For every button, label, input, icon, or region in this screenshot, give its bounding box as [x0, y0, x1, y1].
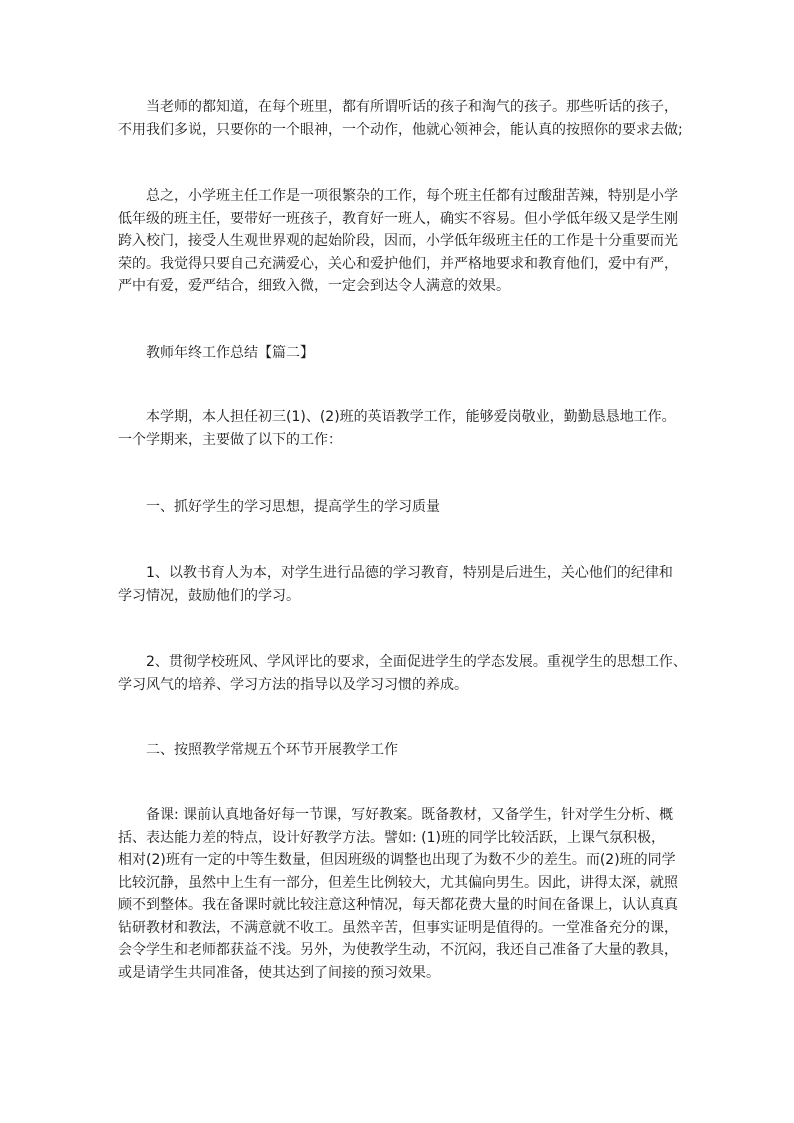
text-line: 荣的。我觉得只要自己充满爱心，关心和爱护他们，并严格地要求和教育他们，爱中有严，: [118, 255, 678, 272]
text-line: 本学期，本人担任初三(1)、(2)班的英语教学工作，能够爱岗敬业，勤勤恳恳地工作。: [146, 409, 676, 425]
paragraph-semester: [118, 406, 688, 451]
text-line: 括、表达能力差的特点，设计好教学方法。譬如: (1)班的同学比较活跃，上课气氛积极，: [118, 829, 665, 846]
paragraph-lesson-prep: [118, 804, 688, 984]
text-line: 比较沉静，虽然中上生有一部分，但差生比例较大，尤其偏向男生。因此，讲得太深，就照: [118, 874, 678, 891]
text-line: 总之，小学班主任工作是一项很繁杂的工作，每个班主任都有过酸甜苦辣，特别是小学: [146, 188, 678, 204]
text-line: 不用我们多说，只要你的一个眼神，一个动作，他就心领神会，能认真的按照你的要求去做;: [118, 121, 683, 138]
text-line: 学习风气的培养、学习方法的指导以及学习习惯的养成。: [118, 676, 468, 693]
text-line: 或是请学生共同准备，使其达到了间接的预习效果。: [118, 964, 440, 981]
text-line: 一个学期来，主要做了以下的工作：: [118, 431, 342, 448]
text-line: 相对(2)班有一定的中等生数量，但因班级的调整也出现了为数不少的差生。而(2)班的同学: [118, 852, 676, 868]
text-line: 学习情况，鼓励他们的学习。: [118, 587, 300, 604]
text-line: 钻研教材和教法，不满意就不收工。虽然辛苦，但事实证明是值得的。一堂准备充分的课，: [118, 919, 678, 936]
text-line: 低年级的班主任，要带好一班孩子，教育好一班人，确实不容易。但小学低年级又是学生刚: [118, 210, 678, 227]
paragraph-item-1: [118, 562, 688, 607]
text-line: 备课: 课前认真地备好每一节课，写好教案。既备教材，又备学生，针对学生分析、概: [146, 807, 674, 823]
text-line: 严中有爱，爱严结合，细致入微，一定会到达令人满意的效果。: [118, 278, 510, 294]
paragraph-intro: [118, 96, 688, 141]
paragraph-item-2: [118, 651, 688, 696]
text-line: 跨入校门，接受人生观世界观的起始阶段，因而，小学低年级班主任的工作是十分重要而光: [118, 233, 678, 249]
text-line: 会令学生和老师都获益不浅。另外，为使教学生动，不沉闷，我还自己准备了大量的教具，: [118, 942, 678, 958]
text-line: 2、贯彻学校班风、学风评比的要求，全面促进学生的学态发展。重视学生的思想工作、: [146, 654, 687, 670]
text-line: 当老师的都知道，在每个班里，都有所谓听话的孩子和淘气的孩子。那些听话的孩子，: [146, 99, 678, 115]
text-line: 1、以教书育人为本，对学生进行品德的学习教育，特别是后进生，关心他们的纪律和: [146, 565, 673, 581]
section-heading-1: 一、抓好学生的学习思想，提高学生的学习质量: [146, 499, 440, 515]
text-line: 顾不到整体。我在备课时就比较注意这种情况，每天都花费大量的时间在备课上，认认真真: [118, 897, 678, 913]
section-heading-2: 二、按照教学常规五个环节开展教学工作: [146, 742, 398, 758]
paragraph-summary: [118, 185, 688, 298]
document-title: 教师年终工作总结【篇二】: [146, 345, 314, 361]
